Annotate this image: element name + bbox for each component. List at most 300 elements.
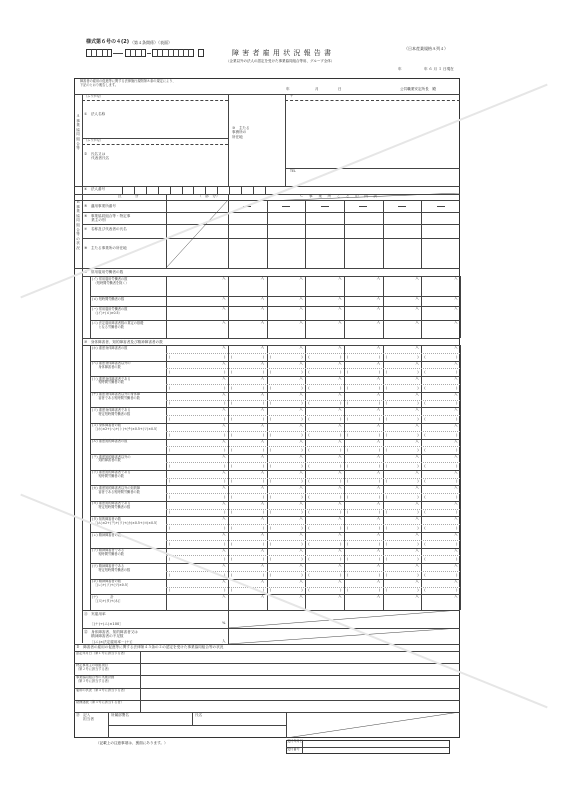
s9-unit: 人 [338,320,342,324]
s10-paren-close: ) [301,416,303,421]
s10-unit: 人 [222,563,226,568]
s10-paren-open: ( [347,494,349,499]
s10-unit: 人 [299,594,303,599]
s10-unit: 人 [299,422,303,427]
recipient: 公共職業安定所長 殿 [400,87,436,91]
top-dash [147,53,151,54]
s11-unit: % [222,621,226,625]
top-box-sep [162,49,163,57]
s9-unit: 人 [415,276,419,280]
s9-unit: 人 [376,296,381,300]
s10-unit: 人 [415,516,419,521]
s10-sub-line [166,478,460,479]
s10-paren-close: ) [378,448,380,453]
s10-paren-open: ( [169,463,171,468]
s10-paren-open: ( [231,510,233,515]
s10-paren-close: ) [301,526,303,531]
s10-paren-open: ( [169,588,171,593]
b-diagonal [166,200,228,268]
s10-paren-open: ( [308,479,310,484]
s10-paren-close: ) [301,463,303,468]
s9-col-line [383,320,384,338]
s10-paren-close: ) [224,463,226,468]
s10-row-line [90,470,460,471]
s10-unit: 人 [376,454,381,459]
s10-unit: 人 [338,391,342,396]
s10-paren-open: ( [424,494,426,499]
s10-paren-open: ( [347,557,349,562]
s10-paren-open: ( [347,463,349,468]
s9-unit: 人 [338,276,342,280]
s10-paren-open: ( [308,416,310,421]
s10-unit: 人 [376,422,381,427]
s10-unit: 人 [415,391,419,396]
s10-paren-close: ) [456,541,458,546]
s11-formula: ［(ナ)÷(ニ)×100］ [90,622,123,626]
b-grid-line [421,200,422,268]
s10-unit: 人 [415,469,419,474]
s10-unit: 人 [260,407,265,412]
s9-unit: 人 [299,306,303,310]
s10-col-line [460,439,461,455]
top-box-group [86,49,112,57]
s9-row-label: (ハ) 常用雇用労働者の数 （(イ)+(ロ)×0.5） [92,307,128,315]
s10-paren-open: ( [269,588,271,593]
s10-paren-close: ) [456,416,458,421]
s10-sub-line [166,524,460,525]
s9-unit: 人 [260,306,265,310]
s10-row-line [90,485,460,486]
s9-unit: 人 [222,276,226,280]
s10-paren-open: ( [424,588,426,593]
s10-paren-close: ) [456,588,458,593]
s10-paren-close: ) [378,385,380,390]
s10-paren-open: ( [424,432,426,437]
s10-sub-line [166,540,460,541]
s10-paren-open: ( [231,448,233,453]
s10-unit: 人 [454,532,458,537]
s10-row-line [90,563,460,564]
s10-paren-close: ) [340,557,342,562]
s10-paren-close: ) [224,510,226,515]
s10-paren-close: ) [456,401,458,406]
number-cell-sep [229,186,230,194]
s12-unit: 人 [222,639,226,643]
s10-unit: 人 [260,376,265,381]
s9-unit: 人 [222,296,226,300]
s10-paren-close: ) [224,354,226,359]
s9-row-label: (ニ) 法定雇用障害者数の算定の基礎 となる労働者の数 [92,321,144,329]
s10-paren-close: ) [262,557,264,562]
s10-paren-close: ) [262,510,264,515]
s10-unit: 人 [299,516,303,521]
s10-unit: 人 [454,578,458,583]
s10-paren-open: ( [269,463,271,468]
s10-unit: 人 [338,360,342,365]
s10-col-line [460,532,461,548]
s10-row-label: (ル) 重度知的障害者の数 [92,439,128,444]
s10-paren-close: ) [417,479,419,484]
s10-paren-close: ) [456,572,458,577]
s10-row-line [90,439,460,440]
s10-row-label: (ネ) 精神障害者の数 ［(レ)+(ソ)+(ツ)×0.5］ [92,579,131,588]
s10-unit: 人 [299,438,303,443]
number-cell-sep [217,186,218,194]
sd-row-line [74,700,460,701]
s9-row-line [90,320,460,321]
s10-paren-close: ) [340,494,342,499]
s10-paren-close: ) [378,572,380,577]
s10-unit: 人 [260,391,265,396]
s10-unit: 人 [454,516,458,521]
s10-paren-close: ) [340,354,342,359]
s10-paren-open: ( [308,557,310,562]
s9-col-line [421,306,422,320]
s9-col-line [305,306,306,320]
s10-unit: 人 [260,516,265,521]
s10-paren-open: ( [385,370,387,375]
s10-col-line [344,594,345,610]
corp-number-label: ④ 法人番号 [84,187,106,191]
s10-paren-close: ) [456,354,458,359]
s10-unit: 人 [415,578,419,583]
top-box-sep [157,49,158,57]
s9-col-line [166,296,167,306]
s9-col-line [166,320,167,338]
s10-row-line [90,579,460,580]
s10-row-label: (カ) 重度知的障害者以外の知的障 害者である短時間労働者の数 [92,485,141,494]
s10-row-label: (リ) 重度身体障害者である 特定短時間労働者の数 [92,407,131,416]
s10-paren-open: ( [385,526,387,531]
s10-paren-close: ) [378,416,380,421]
s9-col-line [228,306,229,320]
s10-paren-close: ) [262,448,264,453]
s9-unit: 人 [260,276,265,280]
s10-paren-open: ( [385,510,387,515]
s10-unit: 人 [222,391,226,396]
s10-col-line [460,392,461,408]
s10-paren-close: ) [301,557,303,562]
s10-paren-open: ( [231,432,233,437]
s10-unit: 人 [299,469,303,474]
year-label-top: 年 [398,67,402,71]
s12-title: ⑫ 身体障害者、知的障害者又は 精神障害者の不足数 [84,630,138,639]
b-row-3: ⑦ 名称及び代表者の氏名 [84,227,127,231]
s10-unit: 人 [222,469,226,474]
s10-unit: 人 [454,407,458,412]
s10-paren-open: ( [169,370,171,375]
s10-paren-open: ( [308,432,310,437]
s10-unit: 人 [338,532,342,537]
s10-paren-open: ( [169,572,171,577]
s10-unit: 人 [338,594,342,599]
s10-unit: 人 [454,563,458,568]
s10-paren-open: ( [385,479,387,484]
s9-unit: 人 [222,306,226,310]
section-a-side: Ａ事業協同組合等 [76,114,80,151]
s10-paren-close: ) [378,432,380,437]
s10-paren-open: ( [169,416,171,421]
date-day: 日 [338,87,342,91]
s10-row-label: (ヘ) 重度身体障害者以外の 身体障害者の数 [92,361,131,369]
s9-col-line [344,306,345,320]
s10-paren-open: ( [308,526,310,531]
s10-paren-open: ( [424,479,426,484]
s10-unit: 人 [222,500,226,505]
s10-paren-open: ( [269,526,271,531]
b-grid-line [82,212,460,213]
s10-unit: 人 [376,391,381,396]
s10-paren-open: ( [385,385,387,390]
s10-unit: 人 [376,594,381,599]
s10-paren-close: ) [417,416,419,421]
s10-unit: 人 [222,547,226,552]
s10-unit: 人 [338,485,342,490]
s9-unit: 人 [299,320,303,324]
s10-paren-open: ( [385,557,387,562]
s9-col-line [305,296,306,306]
s10-unit: 人 [299,391,303,396]
s9-title: ⑨ 常用雇用労働者の数 [84,270,124,274]
s10-paren-close: ) [417,354,419,359]
s10-row-label: (ホ) 重度身体障害者の数 [92,345,128,350]
s10-unit: 人 [260,500,265,505]
notice-line-2: 下記のとおり報告します。 [80,83,118,87]
s10-paren-open: ( [308,448,310,453]
s9-unit: 人 [222,320,226,324]
s10-paren-open: ( [424,385,426,390]
s10-row-label: (レ) 精神障害者の数 [92,532,121,537]
date-month: 月 [315,87,319,91]
s10-paren-open: ( [231,541,233,546]
s9-col-line [460,320,461,338]
s10-paren-close: ) [224,432,226,437]
s10-paren-close: ) [340,448,342,453]
s10-paren-close: ) [340,588,342,593]
s10-paren-open: ( [347,526,349,531]
s10-sub-line [166,368,460,369]
s10-sub-line [166,509,460,510]
s10-paren-close: ) [262,526,264,531]
s10-paren-close: ) [262,432,264,437]
s10-col-line [460,516,461,532]
s10-paren-close: ) [378,479,380,484]
s9-unit: 人 [299,296,303,300]
s10-col-line [267,594,268,610]
b-grid-line [228,194,229,268]
s9-unit: 人 [260,320,265,324]
s10-paren-close: ) [262,541,264,546]
sd-row-line [74,663,460,664]
s9-row-line [90,306,460,307]
s10-col-line [383,594,384,610]
s10-paren-open: ( [169,354,171,359]
s9-col-line [460,306,461,320]
s10-paren-open: ( [169,479,171,484]
s10-unit: 人 [454,438,458,443]
s10-paren-open: ( [269,557,271,562]
s10-unit: 人 [222,454,226,459]
sd-row-line [74,675,460,676]
s10-paren-close: ) [262,588,264,593]
s10-unit: 人 [454,422,458,427]
s10-paren-open: ( [269,401,271,406]
top-dash [113,53,123,54]
s12-formula: ［(ニ)×法定雇用率－(ナ)］ [90,640,135,644]
s9-col-line [344,276,345,296]
sd-title: Ｄ 障害者の雇用の促進等に関する法律第４５条の２の認定を受けた事業協同組合等の状況 [76,645,224,649]
s10-unit: 人 [338,563,342,568]
s11-diagonal [228,610,460,628]
s10-unit: 人 [454,547,458,552]
s10-row-label: (ヌ) 身体障害者の数 ［(ホ)×2+(ヘ)+(ト)+(チ)×0.5+(リ)×0.5］ [92,423,160,432]
s10-unit: 人 [222,594,226,599]
s10-unit: 人 [376,532,381,537]
s10-paren-open: ( [347,432,349,437]
s10-paren-open: ( [424,541,426,546]
b-grid-line [82,224,460,225]
s9-col-line [228,276,229,296]
top-box-sep [130,49,131,57]
s10-paren-open: ( [424,401,426,406]
s9-unit: 人 [415,306,419,310]
s10-unit: 人 [376,376,381,381]
s10-paren-close: ) [417,448,419,453]
s10-paren-open: ( [347,354,349,359]
s10-unit: 人 [415,594,419,599]
s10-paren-close: ) [224,416,226,421]
s10-paren-open: ( [269,572,271,577]
s10-paren-open: ( [385,448,387,453]
number-cell-sep [193,186,194,194]
s10-paren-close: ) [301,494,303,499]
s10-unit: 人 [454,345,458,349]
s10-paren-open: ( [308,463,310,468]
s9-col-line [421,320,422,338]
s10-paren-close: ) [262,354,264,359]
s10-unit: 人 [454,594,458,599]
s10-paren-close: ) [262,370,264,375]
s10-unit: 人 [376,345,381,349]
s10-row-line [90,407,460,408]
s10-paren-open: ( [385,416,387,421]
s10-paren-close: ) [224,401,226,406]
s10-unit: 人 [222,376,226,381]
s10-col-line [460,563,461,579]
s10-unit: 人 [299,547,303,552]
s10-sub-line [166,587,460,588]
s10-row-label: (ソ) 精神障害者である 短時間労働者の数 [92,548,125,556]
s9-col-line [383,306,384,320]
s13-label: ⑬ 記入 担当者 [76,713,94,722]
s10-row-label: (ヲ) 重度知的障害者以外の 知的障害者の数 [92,454,131,463]
form-subtitle: （企業以外の法人の認定を受けた事業協同組合等用、グループ全体） [226,59,335,63]
s10-paren-close: ) [417,385,419,390]
s9-col-line [166,276,167,296]
s10-paren-open: ( [308,385,310,390]
number-cell-sep [182,186,183,194]
s10-paren-close: ) [224,572,226,577]
top-box-small [198,49,204,57]
number-cell-sep [205,186,206,194]
top-box-sep [91,49,92,57]
s10-paren-close: ) [456,385,458,390]
s10-paren-close: ) [417,463,419,468]
s9-col-line [267,296,268,306]
s9-unit: 人 [415,296,419,300]
s10-paren-close: ) [301,354,303,359]
s10-unit: 人 [338,376,342,381]
s9-col-line [383,276,384,296]
number-cell-sep [241,186,242,194]
s9-unit: 人 [338,296,342,300]
s10-paren-open: ( [347,385,349,390]
s10-sub-line [166,415,460,416]
s10-unit: 人 [222,345,226,349]
notice-line-1: 障害者の雇用の促進等に関する法律施行規則第８条の規定により、 [80,79,176,83]
s10-unit: 人 [376,438,381,443]
s10-paren-close: ) [417,526,419,531]
s10-col-line [460,548,461,564]
s10-unit: 人 [376,516,381,521]
s10-paren-close: ) [340,479,342,484]
s10-col-line [460,470,461,486]
number-cell-sep [170,186,171,194]
s10-unit: 人 [222,578,226,583]
s10-col-line [460,361,461,377]
col-detail: Ｃ 事 業 所 ご と の 内 訳 [300,194,379,198]
s9-col-line [460,276,461,296]
s10-paren-close: ) [262,479,264,484]
corp-name-label: ① 法人名称 [84,112,106,116]
s10-paren-close: ) [340,526,342,531]
b-grid-line [305,200,306,268]
top-box-sep [96,49,97,57]
s10-paren-close: ) [456,557,458,562]
s9-col-line [421,296,422,306]
s9-row-label: (イ) 常用雇用労働者の数 （短時間労働者を除く） [92,277,129,285]
s10-unit: 人 [260,469,265,474]
s10-paren-close: ) [262,572,264,577]
top-box-sep [168,49,169,57]
s9-col-line [267,306,268,320]
s10-col-line [460,376,461,392]
s10-row-label: (ツ) 精神障害者である 特定短時間労働者の数 [92,563,131,572]
furigana-2: （ふりがな） [84,138,104,142]
s13-diagonal [286,712,460,738]
top-box-sep [141,49,142,57]
b-dash [359,206,367,207]
s10-unit: 人 [338,578,342,583]
s10-sub-line [166,555,460,556]
s10-paren-open: ( [308,370,310,375]
s9-unit: 人 [299,276,303,280]
s10-paren-open: ( [308,401,310,406]
s10-paren-open: ( [231,354,233,359]
s10-row-line [90,376,460,377]
s10-paren-open: ( [231,401,233,406]
s10-paren-close: ) [262,385,264,390]
s10-paren-close: ) [417,494,419,499]
s10-paren-open: ( [169,432,171,437]
s10-row-line [90,548,460,549]
b-dash [282,206,290,207]
s10-paren-open: ( [424,510,426,515]
office-label: ③ 主たる 事務所の 所在地 [232,126,250,139]
s10-paren-close: ) [340,541,342,546]
s10-unit: 人 [415,345,419,349]
s10-paren-open: ( [308,541,310,546]
